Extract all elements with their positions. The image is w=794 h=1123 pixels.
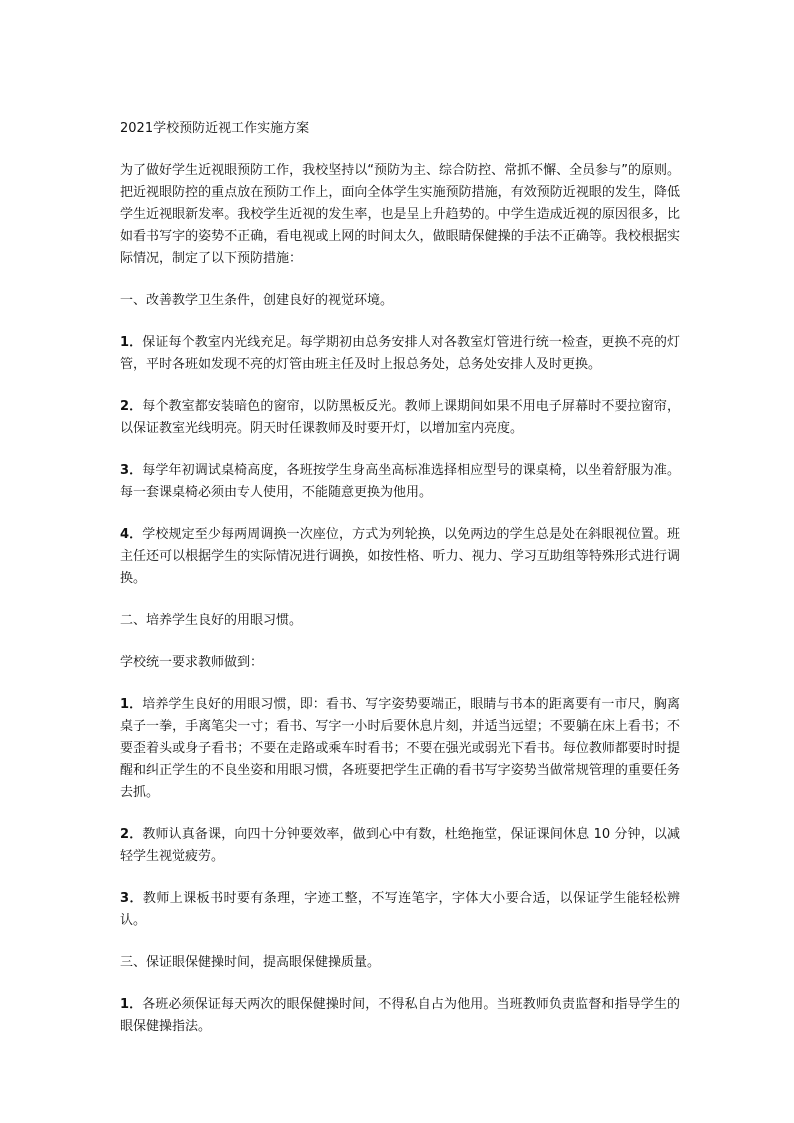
paragraph-item bbox=[120, 396, 680, 440]
item-number: 4． bbox=[120, 527, 143, 542]
paragraph-text: 每学年初调试桌椅高度，各班按学生身高坐高标准选择相应型号的课桌椅，以坐着舒服为准。每一套课桌椅必须由专人使用，不能随意更换为他用。 bbox=[120, 463, 680, 500]
paragraph-item bbox=[120, 994, 680, 1038]
paragraph-text: 每个教室都安装暗色的窗帘，以防黑板反光。教师上课期间如果不用电子屏幕时不要拉窗帘，以保证教室光线明亮。阴天时任课教师及时要开灯，以增加室内亮度。 bbox=[120, 399, 680, 436]
item-number: 3． bbox=[120, 891, 143, 906]
paragraph-item bbox=[120, 824, 680, 868]
paragraph-text: 教师认真备课，向四十分钟要效率，做到心中有数，杜绝拖堂，保证课间休息 10 分钟，以减轻学生视觉疲劳。 bbox=[120, 827, 680, 864]
item-number: 3． bbox=[120, 463, 143, 478]
section-heading-2 bbox=[120, 610, 680, 632]
paragraph-item bbox=[120, 694, 680, 804]
paragraph-text: 保证每个教室内光线充足。每学期初由总务安排人对各教室灯管进行统一检查，更换不亮的灯管，平时各班如发现不亮的灯管由班主任及时上报总务处，总务处安排人及时更换。 bbox=[120, 335, 680, 372]
paragraph-item bbox=[120, 460, 680, 504]
paragraph-text: 一、改善教学卫生条件，创建良好的视觉环境。 bbox=[120, 293, 394, 308]
document-content bbox=[120, 118, 680, 1058]
section-heading-3 bbox=[120, 952, 680, 974]
paragraph-text: 为了做好学生近视眼预防工作，我校坚持以“预防为主、综合防控、常抓不懈、全员参与”的原则。把近视眼防控的重点放在预防工作上，面向全体学生实施预防措施，有效预防近视眼的发生，降低学生近视眼新发率。我校学生近视的发生率，也是呈上升趋势的。中学生造成近视的原因很多，比如看书写字的姿势不正确，看电视或上网的时间太久，做眼睛保健操的手法不正确等。我校根据实际情况，制定了以下预防措施： bbox=[120, 163, 680, 266]
section-heading-1 bbox=[120, 290, 680, 312]
paragraph-text: 三、保证眼保健操时间，提高眼保健操质量。 bbox=[120, 955, 381, 970]
paragraph-text: 二、培养学生良好的用眼习惯。 bbox=[120, 613, 303, 628]
paragraph-text: 各班必须保证每天两次的眼保健操时间，不得私自占为他用。当班教师负责监督和指导学生的眼保健操指法。 bbox=[120, 997, 680, 1034]
paragraph-text: 培养学生良好的用眼习惯，即：看书、写字姿势要端正，眼睛与书本的距离要有一市尺，胸离桌子一拳，手离笔尖一寸；看书、写字一小时后要休息片刻，并适当远望；不要躺在床上看书；不要歪着头或身子看书；不要在走路或乘车时看书；不要在强光或弱光下看书。每位教师都要时时提醒和纠正学生的不良坐姿和用眼习惯，各班要把学生正确的看书写字姿势当做常规管理的重要任务去抓。 bbox=[120, 697, 680, 800]
paragraph-intro bbox=[120, 160, 680, 270]
paragraph-text: 学校统一要求教师做到： bbox=[120, 655, 264, 670]
paragraph-text: 教师上课板书时要有条理，字迹工整，不写连笔字，字体大小要合适，以保证学生能轻松辨认。 bbox=[120, 891, 680, 928]
paragraph-text: 学校规定至少每两周调换一次座位，方式为列轮换，以免两边的学生总是处在斜眼视位置。班主任还可以根据学生的实际情况进行调换，如按性格、听力、视力、学习互助组等特殊形式进行调换。 bbox=[120, 527, 680, 586]
paragraph-item bbox=[120, 332, 680, 376]
item-number: 2． bbox=[120, 827, 143, 842]
paragraph-lead bbox=[120, 652, 680, 674]
item-number: 2． bbox=[120, 399, 143, 414]
item-number: 1． bbox=[120, 997, 143, 1012]
item-number: 1． bbox=[120, 697, 143, 712]
paragraph-item bbox=[120, 524, 680, 590]
document-title: 2021学校预防近视工作实施方案 bbox=[120, 121, 310, 136]
paragraph-item bbox=[120, 888, 680, 932]
item-number: 1． bbox=[120, 335, 143, 350]
